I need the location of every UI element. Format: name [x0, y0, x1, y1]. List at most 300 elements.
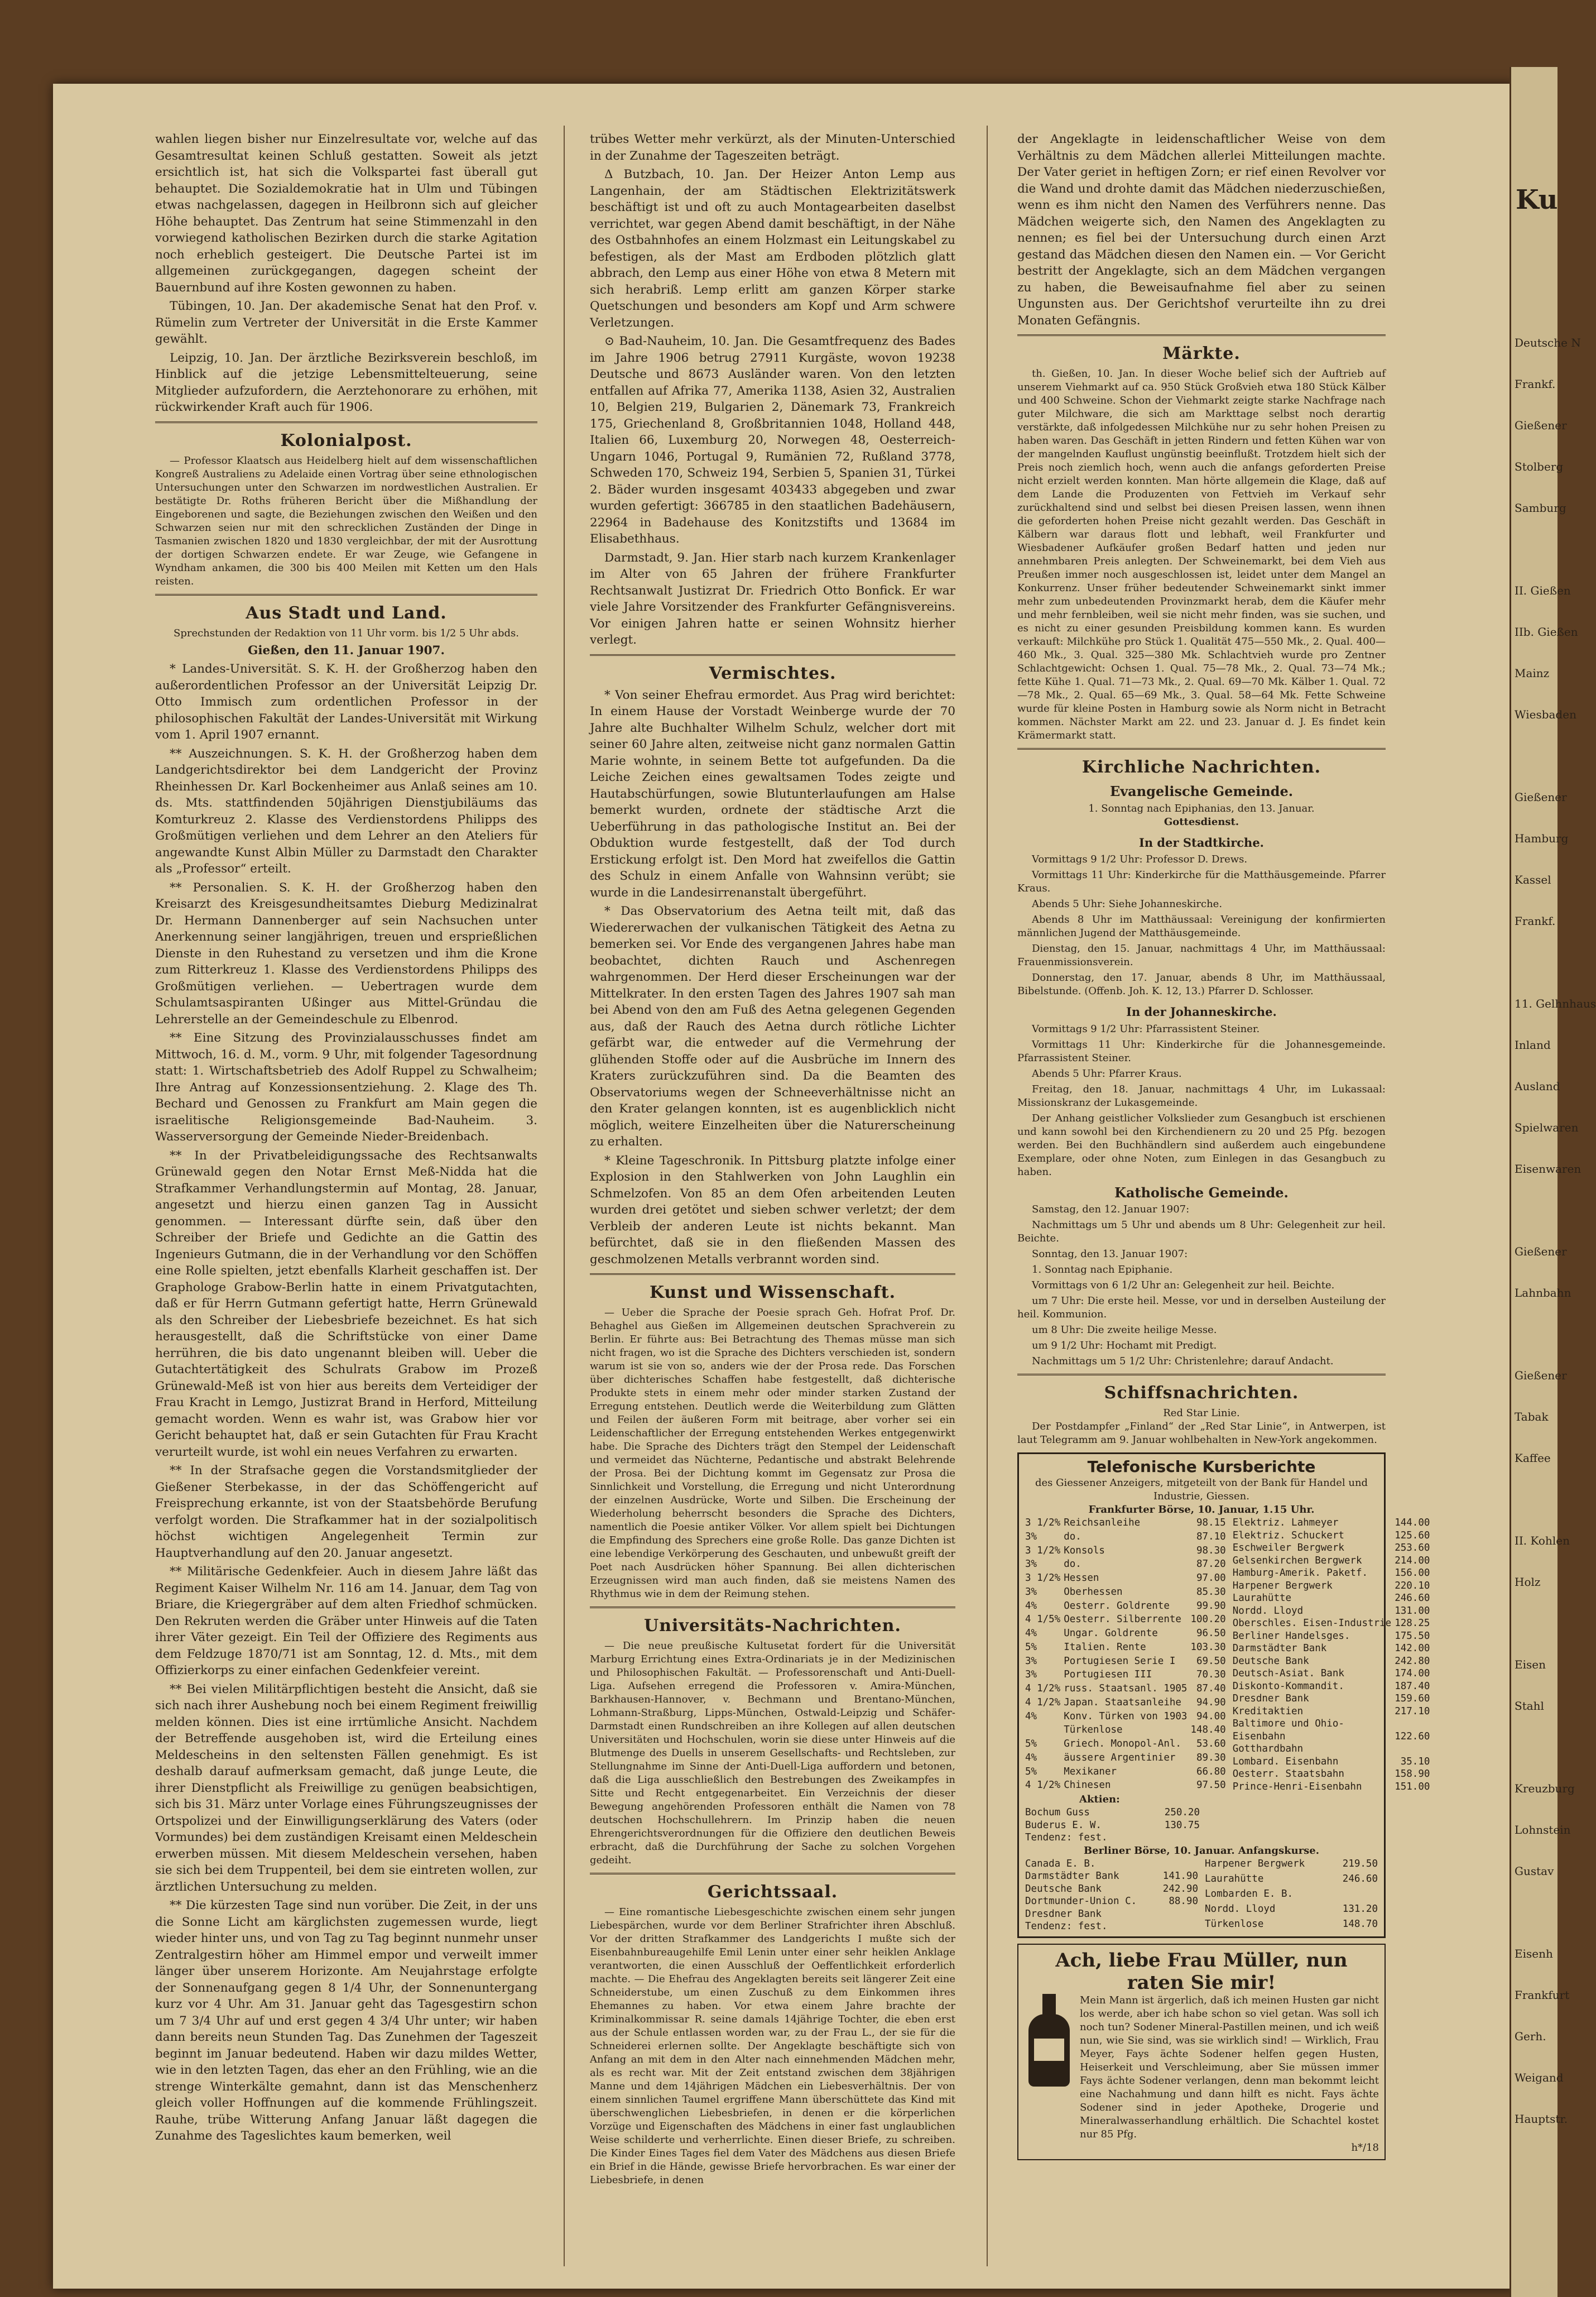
adjacent-page-header: Ku [1516, 184, 1558, 215]
article-text: — Die neue preußische Kultusetat fordert für die Universität Marburg Errichtung eines Extra-Ordinariats je in der Medizinischen und Philosophischen Fakultät. — Professorenschaft und Anti-Duell-Liga. Aufsehen erregend die Professoren v. Amira-München, Barkhausen-Hannover, v. Bechmann und Brentano-München, Lohmann-Straßburg, Lipps-München, Ostwald-Leipzig und Schäfer-Darmstadt einen Rundschreiben an ihre Kollegen auf allen deutschen Universitäten und Hochschulen, worin sie diese unter Hinweis auf die Blutmenge des Duells in unserem Gesellschafts- und Rechtsleben, zur Stellungnahme im Sinne der Anti-Duell-Liga auffordern und betonen, daß die Liga ausschließlich den Bestrebungen des Zweikampfes in Sitte und Recht entgegenarbeitet. Ein Verzeichnis der dieser Bewegung angehörenden Professoren enthält die Namen von 78 deutschen Hochschullehrern. Im Prinzip haben die neuen Ehrengerichtsverordnungen für die Offiziere den deutlichen Beweis erbracht, daß die Durchführung der Sache zu solchen Vorgehen gedeiht. [590, 1640, 955, 1866]
table-cell: Buderus E. W. [1025, 1819, 1102, 1831]
table-cell: Harpener Bergwerk [1232, 1580, 1333, 1591]
table-cell: 175.50 [1395, 1630, 1430, 1642]
office-hours: Sprechstunden der Redaktion von 11 Uhr vorm. bis 1/2 5 Uhr abds. [173, 627, 520, 639]
adjacent-page-fragment: Kassel [1515, 873, 1551, 886]
table-cell: 125.60 [1395, 1529, 1430, 1541]
stock-table [1231, 1517, 1432, 1793]
table-cell: 69.50 [1196, 1655, 1226, 1667]
table-row [1231, 1580, 1432, 1593]
table-row [1023, 1531, 1228, 1545]
table-cell: 98.30 [1196, 1545, 1226, 1556]
table-cell [1156, 1858, 1200, 1871]
table-cell: 3 1/2% [1025, 1572, 1061, 1584]
table-cell: Tendenz: fest. [1025, 1921, 1108, 1932]
table-cell: 87.20 [1196, 1558, 1226, 1570]
table-cell: 142.00 [1395, 1643, 1430, 1654]
frankfurt-heading: Frankfurter Börse, 10. Januar, 1.15 Uhr. [1088, 1504, 1315, 1516]
table-cell: Diskonto-Kommandit. [1232, 1680, 1344, 1692]
section-heading-universitaet: Universitäts-Nachrichten. [644, 1616, 901, 1636]
table-row [1023, 1858, 1200, 1871]
list-item: Sonntag, den 13. Januar 1907: [1032, 1248, 1188, 1260]
table-cell: do. [1064, 1531, 1081, 1542]
section-heading-kirche: Kirchliche Nachrichten. [1081, 757, 1321, 777]
adjacent-page-fragment: Eisenh [1515, 1947, 1553, 1960]
table-cell: 148.70 [1342, 1918, 1378, 1930]
news-item: ** Eine Sitzung des Provinzialausschusses findet am Mittwoch, 16. d. M., vorm. 9 Uhr, mit folgender Tagesordnung statt: 1. Wirtschaftsbetrieb des Adolf Ruppel zu Schwalheim; Ihre Antrag auf Konzessionsentziehung. 2. Klage des Th. Bechard und Genossen zu Frankfurt am Main gegen die israelitische Religionsgemeinde Bad-Nauheim. 3. Wasserversorgung der Gemeinde Nieder-Breidenbach. [155, 1031, 537, 1144]
article-text: Der Postdampfer „Finland“ der „Red Star Linie“, in Antwerpen, ist laut Telegramm am 9. Januar wohlbehalten in New-York angekommen. [1017, 1421, 1386, 1446]
table-row [1231, 1743, 1432, 1756]
table-row [1231, 1705, 1432, 1718]
adjacent-page-fragment: Frankf. [1515, 914, 1556, 928]
table-cell: 4 1/2% [1025, 1683, 1061, 1694]
table-cell: Dresdner Bank [1025, 1908, 1102, 1920]
table-cell: 96.50 [1196, 1628, 1226, 1639]
table-cell: Bochum Guss [1025, 1807, 1090, 1818]
table-cell: Canada E. B. [1025, 1858, 1096, 1869]
table-cell: Oesterr. Goldrente [1064, 1600, 1170, 1612]
table-cell: Konv. Türken von 1903 [1064, 1710, 1188, 1722]
table-row [1231, 1542, 1432, 1555]
table-cell [1331, 1888, 1379, 1903]
table-cell: 97.00 [1196, 1572, 1226, 1584]
table-row [1231, 1605, 1432, 1618]
list-item: Nachmittags um 5 1/2 Uhr: Christenlehre; darauf Andacht. [1032, 1355, 1334, 1367]
table-cell: 253.60 [1395, 1542, 1430, 1553]
table-cell: 4 1/2% [1025, 1780, 1061, 1791]
table-row [1231, 1555, 1432, 1567]
table-cell: Laurahütte [1205, 1873, 1264, 1884]
list-item: Dienstag, den 15. Januar, nachmittags 4 Uhr, im Matthäussaal: Frauenmissionsverein. [1017, 943, 1386, 968]
katholisch-list [1017, 1203, 1386, 1368]
table-cell: 128.25 [1395, 1618, 1430, 1629]
adjacent-page-fragment: Samburg [1515, 501, 1566, 515]
adjacent-page-fragment: Inland [1515, 1038, 1551, 1052]
shipping-line: Red Star Linie. [1163, 1407, 1240, 1419]
table-row [1023, 1819, 1201, 1832]
adjacent-page-fragment: Lahnbahn [1515, 1286, 1571, 1299]
ad-code: h*/18 [1351, 2141, 1379, 2154]
adjacent-page-fragment: II. Gießen [1515, 584, 1571, 597]
advertisement [1017, 1944, 1386, 2160]
article-text: — Eine romantische Liebesgeschichte zwischen einem sehr jungen Liebespärchen, wurde vor dem Berliner Strafrichter ihren Abschluß. Vor der dritten Strafkammer des Landgerichts I mußte sich der Eisenbahnbureaugehilfe Emil Lenin unter einer sehr heiklen Anklage verantworten, die einen Ausschluß der Oeffentlichkeit erforderlich machte. — Die Ehefrau des Angeklagten bereits seit längerer Zeit eine Schneiderstube, um einen Zuschuß zu dem Einkommen ihres Ehemannes zu haben. Vor etwa einem Jahre brachte der Kriminalkommissar R. seine damals 14jährige Tochter, die eben erst aus der Schule entlassen worden war, zu der Frau L., der sie für die Schneiderei erlernen sollte. Der Angeklagte beschäftigte sich von Anfang an mit dem in den Alter nach einnehmenden Mädchen mehr, als es recht war. Mit der Zeit entstand zwischen dem 38jährigen Manne und dem 14jährigen Mädchen ein Liebesverhältnis. Der von einem sinnlichen Taumel ergriffene Mann überschüttete das Kind mit überschwenglichen Liebesbriefen, in denen er die körperlichen Vorzüge und Eigenschaften des Mädchens in einer fast unglaublichen Weise schilderte und verherrlichte. Einen dieser Briefe, zu schreiben. Die Kinder Eines Tages fiel dem Vater des Mädchens aus diesen Briefe ein Brief in die Hände, gewisse Briefe hervorbrachen. Es war einer der Liebesbriefe, in denen [590, 1906, 955, 2186]
adjacent-page-fragment: Eisenwaren [1515, 1162, 1581, 1176]
list-item: Abends 8 Uhr im Matthäussaal: Vereinigung der konfirmierten männlichen Jugend der Matthäusgemeinde. [1017, 914, 1386, 939]
list-item: Vormittags von 6 1/2 Uhr an: Gelegenheit zur heil. Beichte. [1032, 1279, 1335, 1291]
table-row [1023, 1696, 1228, 1710]
church-date: 1. Sonntag nach Epiphanias, den 13. Januar. [1088, 802, 1315, 814]
adjacent-page-fragment: Hauptstr. [1515, 2112, 1568, 2126]
table-row [1231, 1592, 1432, 1605]
table-cell: Deutsche Bank [1232, 1655, 1309, 1667]
section-divider [590, 1607, 955, 1608]
table-cell: 3% [1025, 1531, 1037, 1542]
table-cell: 4 1/2% [1025, 1696, 1061, 1708]
table-row [1231, 1730, 1432, 1743]
table-cell: Deutsche Bank [1025, 1883, 1102, 1895]
table-cell: 4% [1025, 1600, 1037, 1612]
church-service-label: Gottesdienst. [1164, 816, 1239, 828]
table-cell: Oesterr. Silberrente [1064, 1614, 1181, 1625]
section-divider [1017, 748, 1386, 750]
list-item: Abends 5 Uhr: Siehe Johanneskirche. [1032, 898, 1223, 910]
table-cell [1023, 1724, 1062, 1738]
table-cell: russ. Staatsanl. 1905 [1064, 1683, 1188, 1694]
table-cell: 97.50 [1196, 1780, 1226, 1791]
section-heading-kolonialpost: Kolonialpost. [280, 430, 412, 450]
table-row [1023, 1752, 1228, 1766]
adjacent-page-fragment: Ausland [1515, 1080, 1560, 1093]
table-cell: Konsols [1064, 1545, 1105, 1556]
table-row [1023, 1545, 1228, 1558]
table-cell: 250.20 [1164, 1807, 1200, 1818]
table-cell: 94.90 [1196, 1696, 1226, 1708]
adjacent-page-fragment: Gießener [1515, 1245, 1567, 1258]
table-cell: 174.00 [1395, 1668, 1430, 1679]
table-row [1023, 1586, 1228, 1600]
table-row [1023, 1668, 1228, 1682]
berlin-left-table [1023, 1858, 1200, 1933]
section-divider [590, 654, 955, 656]
table-row [1023, 1766, 1228, 1780]
list-item: Freitag, den 18. Januar, nachmittags 4 Uhr, im Lukassaal: Missionskranz der Lukasgemeinde. [1017, 1083, 1386, 1109]
news-item: * Kleine Tageschronik. In Pittsburg platzte infolge einer Explosion in den Stahlwerken von John Laughlin ein Schmelzofen. Von 85 an dem Ofen arbeitenden Leuten wurden drei getötet und sieben schwer verletzt; der dem Verbleib der anderen Leute ist nichts bekannt. Man befürchtet, daß sie in den fließenden Massen des geschmolzenen Metalls verbrannt worden sind. [590, 1153, 955, 1267]
adjacent-page-fragment: Tabak [1515, 1410, 1549, 1423]
table-row [1231, 1517, 1432, 1529]
table-cell: Eschweiler Bergwerk [1232, 1542, 1344, 1553]
table-row [1023, 1908, 1200, 1921]
table-cell: 246.60 [1395, 1593, 1430, 1604]
adjacent-page-fragment: Deutsche N [1515, 336, 1581, 349]
adjacent-page-fragment: Weigand [1515, 2071, 1564, 2084]
section-divider [155, 421, 537, 423]
table-cell: 131.00 [1395, 1605, 1430, 1617]
subheading-johanneskirche: In der Johanneskirche. [1126, 1005, 1277, 1019]
table-cell: 3% [1025, 1586, 1037, 1598]
table-row [1231, 1630, 1432, 1643]
adjacent-page-fragment: II. Kohlen [1515, 1534, 1570, 1547]
table-cell: Tendenz: fest. [1025, 1832, 1108, 1843]
table-cell: Kreditaktien [1232, 1705, 1304, 1717]
table-cell: 100.20 [1190, 1614, 1226, 1625]
list-item: um 9 1/2 Uhr: Hochamt mit Predigt. [1032, 1340, 1217, 1351]
table-row [1231, 1781, 1432, 1794]
news-item: ** In der Privatbeleidigungssache des Rechtsanwalts Grünewald gegen den Notar Ernst Meß-Nidda hat die Strafkammer Verhandlungstermin auf Montag, 28. Januar, angesetzt und hierzu einen ganzen Tag in Aussicht genommen. — Interessant dürfte sein, daß über den Schreiber der Briefe und Gedichte an die Gattin des Ingenieurs Gutmann, die in der Verhandlung vor den Schöffen eine Rolle spielten, jetzt ebenfalls Klarheit geschaffen ist. Der Graphologe Grabow-Berlin hatte in einem Privatgutachten, daß er für Herrn Gutmann gefertigt hatte, Herrn Grünewald als den Schreiber der Liebesbriefe bezeichnet. Es hat sich herausgestellt, daß die Schriftstücke von einer Dame herrühren, die bis dato ungenannt bleiben will. Ueber die Gutachtertätigkeit des Schulrats Grabow im Prozeß Grünewald-Meß ist von hier aus bereits dem Verteidiger der Frau Kracht in Lemgo, Justizrat Brand in Herford, Mitteilung gemacht worden. Wenn es wahr ist, was Grabow hier vor Gericht behauptet hat, daß er sein Gutachten für Frau Kracht verurteilt wurde, ist wohl ein neues Verfahren zu erwarten. [155, 1148, 537, 1459]
newspaper-page [53, 84, 1515, 2289]
table-row [1231, 1667, 1432, 1680]
list-item: Vormittags 9 1/2 Uhr: Pfarrassistent Steiner. [1032, 1023, 1260, 1035]
news-item: ** Die kürzesten Tage sind nun vorüber. Die Zeit, in der uns die Sonne Licht am kärglichsten zugemessen wurde, liegt wieder hinter uns, und von Tag zu Tag beginnt nunmehr unser Zentralgestirn höher am Himmel empor und verweilt immer länger über unserem Horizonte. Am Neujahrstage erfolgte der Sonnenaufgang gegen 8 1/4 Uhr, der Sonnenuntergang kurz vor 4 Uhr. Am 31. Januar geht das Tagesgestirn schon um 7 3/4 Uhr auf und erst gegen 4 3/4 Uhr unter; wir haben dann bereits neun Stunden Tag. Das Zunehmen der Tageszeit beginnt im Januar bedeutend. Haben wir dazu mildes Wetter, wie in den letzten Tagen, das eher an den Frühling, wie an die strenge Winterkälte gemahnt, dann ist das Menschenherz gleich voller Hoffnungen auf die kommende Frühlingszeit. Rauhe, trübe Witterung Anfang Januar läßt dagegen die Zunahme des Tageslichtes kaum bemerken, weil [155, 1898, 537, 2143]
table-cell: 5% [1025, 1766, 1037, 1777]
table-cell: 5% [1025, 1738, 1037, 1749]
article-text: ⊙ Bad-Nauheim, 10. Jan. Die Gesamtfrequenz des Bades im Jahre 1906 betrug 27911 Kurgäste, wovon 19238 Deutsche und 8673 Ausländer waren. Von den letzten entfallen auf Afrika 77, Amerika 1138, Asien 32, Australien 10, Belgien 219, Bulgarien 2, Dänemark 73, Frankreich 175, Griechenland 8, Großbritannien 1048, Holland 448, Italien 66, Luxemburg 20, Norwegen 48, Oesterreich-Ungarn 1046, Portugal 9, Rumänien 72, Rußland 3778, Schweden 170, Schweiz 194, Serbien 5, Spanien 31, Türkei 2. Bäder wurden insgesamt 403433 abgegeben und zwar wurden gefertigt: 366785 in den staatlichen Badehäusern, 22964 in Badehause des Konitzstifts und 13684 im Elisabethhaus. [590, 334, 955, 546]
aktien-heading: Aktien: [1079, 1794, 1120, 1805]
table-cell: 220.10 [1395, 1580, 1430, 1591]
table-cell: 85.30 [1196, 1586, 1226, 1598]
article-text: wahlen liegen bisher nur Einzelresultate vor, welche auf das Gesamtresultat keinen Schluß gestatten. Soweit als jetzt ersichtlich ist, hat sich die Volkspartei fast überall gut behauptet. Die Sozialdemokratie hat in Ulm und Tübingen etwas nachgelassen, dagegen in Heilbronn sich auf gleicher Höhe behauptet. Das Zentrum hat seine Stimmenzahl in den vorwiegend katholischen Bezirken durch die starke Agitation noch erheblich gesteigert. Die Deutsche Partei ist im allgemeinen zurückgegangen, dagegen scheint der Bauernbund auf ihre Kosten gewonnen zu haben. [155, 132, 537, 295]
table-cell: Gotthardbahn [1232, 1743, 1304, 1754]
table-cell: Nordd. Lloyd [1232, 1605, 1304, 1617]
table-row [1023, 1517, 1228, 1531]
table-row [1231, 1692, 1432, 1705]
table-row [1231, 1655, 1432, 1668]
list-item: Der Anhang geistlicher Volkslieder zum Gesangbuch ist erschienen und kann sowohl bei den Kirchendienern zu 20 und 25 Pfg. bezogen werden. Bei den Buchhändlern sind außerdem auch eingebundene Exemplare, oder ohne Noten, zum Einlegen in das Gesangbuch zu haben. [1017, 1112, 1386, 1178]
table-cell: Türkenlose [1205, 1918, 1264, 1930]
table-row [1023, 1895, 1200, 1908]
adjacent-page-fragment: Gießener [1515, 790, 1567, 804]
table-cell: Oesterr. Staatsbahn [1232, 1768, 1344, 1780]
adjacent-page-fragment: Kreuzburg [1515, 1782, 1575, 1795]
list-item: Samstag, den 12. Januar 1907: [1032, 1203, 1190, 1215]
table-row [1231, 1642, 1432, 1655]
table-cell [1393, 1718, 1431, 1730]
table-cell: 103.30 [1190, 1641, 1226, 1653]
column-1 [155, 131, 537, 2266]
section-divider [1017, 334, 1386, 336]
table-cell: Dresdner Bank [1232, 1693, 1309, 1704]
table-cell: Nordd. Lloyd [1205, 1903, 1276, 1915]
table-cell: Elektriz. Lahmeyer [1232, 1517, 1339, 1528]
table-cell: Prince-Henri-Eisenbahn [1232, 1781, 1362, 1792]
section-divider [1017, 1374, 1386, 1375]
table-cell: 94.00 [1196, 1710, 1226, 1722]
news-item: ** Bei vielen Militärpflichtigen besteht die Ansicht, daß sie sich nach ihrer Aushebung noch bei einem Regiment freiwillig melden können. Dies ist eine irrtümliche Ansicht. Nachdem der Betreffende ausgehoben ist, wird die Erteilung eines Meldescheins in den seltensten Fällen genehmigt. Es ist deshalb darauf aufmerksam gemacht, daß junge Leute, die ihrer Dienstpflicht als Freiwillige zu genügen beabsichtigen, sich bis 31. März unter Vorlage eines Führungszeugnisses der Ortspolizei und der Einwilligungserklärung des Vaters (oder Vormundes) bei dem zuständigen Kreisamt einen Meldeschein erwerben müssen. Mit diesem Meldeschein versehen, haben sie sich bei dem Truppenteil, bei dem sie eintreten wollen, zur ärztlichen Untersuchung zu melden. [155, 1682, 537, 1894]
section-heading-gerichtssaal: Gerichtssaal. [707, 1882, 838, 1902]
adjacent-page-fragment: Wiesbaden [1515, 708, 1576, 721]
table-row [1023, 1655, 1228, 1669]
adjacent-page-edge [1510, 67, 1596, 2297]
table-cell: Ungar. Goldrente [1064, 1628, 1158, 1639]
table-cell: Portugiesen III [1064, 1669, 1152, 1681]
bottle-icon [1024, 1994, 1074, 2089]
article-text: Tübingen, 10. Jan. Der akademische Senat hat den Prof. v. Rümelin zum Vertreter der Universität in die Erste Kammer gewählt. [155, 299, 537, 346]
article-text: Darmstadt, 9. Jan. Hier starb nach kurzem Krankenlager im Alter von 65 Jahren der frühere Frankfurter Rechtsanwalt Justizrat Dr. Friedrich Otto Bonfick. Er war viele Jahre Vorsitzender des Frankfurter Gefängnisvereins. Vor einigen Jahren hatte er seinen Wohnsitz hierher verlegt. [590, 550, 955, 647]
table-row [1023, 1806, 1201, 1819]
table-cell: 214.00 [1395, 1555, 1430, 1566]
section-heading-kunst: Kunst und Wissenschaft. [649, 1283, 896, 1302]
subheading-evangelisch: Evangelische Gemeinde. [1109, 783, 1294, 799]
table-cell: 242.80 [1395, 1655, 1430, 1667]
subheading-katholisch: Katholische Gemeinde. [1114, 1184, 1289, 1201]
subheading-stadtkirche: In der Stadtkirche. [1139, 835, 1264, 850]
list-item: um 8 Uhr: Die zweite heilige Messe. [1032, 1324, 1217, 1336]
news-item: * Das Observatorium des Aetna teilt mit, daß das Wiedererwachen der vulkanischen Tätigkeit des Aetna zu bemerken sei. Vor Ende des vergangenen Jahres habe man beobachtet, dichten Rauch und Aschenregen wahrgenommen. Der Herd dieser Erscheinungen war der Mittelkrater. In den ersten Tagen des Jahres 1907 sah man bei Abend von den am Fuß des Aetna gelegenen Gegenden aus, daß der Rauch des Aetna durch rötliche Lichter gefärbt war, die entweder auf die Vermehrung der glühenden Stoffe oder auf die Ausbrüche im Innern des Kraters zurückzuführen sind. Da die Beamten des Observatoriums wegen der Schneeverhältnisse nicht an den Krater gelangen konnten, ist es augenblicklich nicht möglich, weitere Einzelheiten über die Naturerscheinung zu erhalten. [590, 904, 955, 1149]
news-item: * Landes-Universität. S. K. H. der Großherzog haben den außerordentlichen Professor an der Universität Leipzig Dr. Otto Immisch zum ordentlichen Professor in der philosophischen Fakultät der Landes-Universität mit Wirkung vom 1. April 1907 ernannt. [155, 662, 537, 742]
table-cell: 159.60 [1395, 1693, 1430, 1704]
table-cell: Baltimore und Ohio- [1232, 1718, 1344, 1729]
adjacent-page-fragment: Gerh. [1515, 2030, 1546, 2043]
table-row [1023, 1558, 1228, 1572]
ad-headline: Ach, liebe Frau Müller, nun raten Sie mir! [1055, 1949, 1348, 1994]
section-heading-vermischtes: Vermischtes. [709, 663, 837, 683]
news-item: * Von seiner Ehefrau ermordet. Aus Prag wird berichtet: In einem Hause der Vorstadt Weinberge wurde der 70 Jahre alte Buchhalter Wilhelm Schulz, welcher dort mit seiner 60 Jahre alten, zeitweise nicht ganz normalen Gattin Marie wohnte, in seinem Bette tot aufgefunden. Da die Leiche Zeichen eines gewaltsamen Todes zeigte und Hautabschürfungen, sowie Blutunterlaufungen am Halse bemerkt wurden, ordnete der städtische Arzt die Ueberführung in das pathologische Institut an. Bei der Obduktion wurde festgestellt, daß der Tod durch Erstickung erfolgt ist. Den Mord hat zweifellos die Gattin des Schulz in einem Anfalle von Wahnsinn verübt; sie wurde in die Landesirrenanstalt übergeführt. [590, 688, 955, 900]
article-text: — Professor Klaatsch aus Heidelberg hielt auf dem wissenschaftlichen Kongreß Australiens zu Adelaide einen Vortrag über seine ethnologischen Untersuchungen unter den Schwarzen im nordwestlichen Australien. Er bestätigte Dr. Roths früheren Bericht über die Mißhandlung der Eingeborenen und sagte, die Beziehungen zwischen den Weißen und den Schwarzen seien nur mit den schrecklichen Zuständen der Dinge in Tasmanien zwischen 1820 und 1830 vergleichbar, der mit der Ausrottung der dortigen Schwarzen endete. Er war Zeuge, wie Gefangene in Wyndham ankamen, die 300 bis 400 Meilen mit Ketten um den Hals reisten. [155, 454, 537, 587]
article-text: — Ueber die Sprache der Poesie sprach Geh. Hofrat Prof. Dr. Behaghel aus Gießen im Allgemeinen deutschen Sprachverein zu Berlin. Er führte aus: Bei Betrachtung des Themas müsse man sich nicht fragen, wo ist die Sprache des Dichters verschieden ist, sondern warum ist sie von so, anders wie der der Prosa rede. Das Forschen über dichterisches Schaffen habe festgestellt, daß dichterische Produkte stets in einem mehr oder minder starken Zustand der Erregung entstehen. Deutlich werde die Weiterbildung zum Glätten und Feilen der äußeren Form mit beitrage, aber vorher sei ein Leidenschaftlicher der Erregung entstehenden Werkes entgegenwirkt habe. Die Sprache des Dichters trägt den Stempel der Leidenschaft und vermeidet das Nüchterne, Pedantische und abstrakt Belehrende der Prosa. Bei der Dichtung kommt im Gegensatz zur Prosa die Sinnlichkeit und Vorstellung, die Erregung und nicht Unterordnung der einzelnen Ausdrücke, Worte und Silben. Die Erscheinung der Wiederholung beherrscht besonders die Sprache des Dichters, namentlich die Poesie antiker Völker. Vor allem spielt bei Dichtungen die Empfindung des Sprechers eine große Rolle. Das ganze Dichten ist eine lebendige Verkörperung des Geschauten, und unbewußt greift der Poet nach Ausdrücken höher Spannung. Bei allen dichterischen Erzeugnissen wird man auch finden, daß sie meistens Namen des Rhythmus wie in dem der Reimung stehen. [590, 1307, 955, 1600]
article-text: Δ Butzbach, 10. Jan. Der Heizer Anton Lemp aus Langenhain, der am Städtischen Elektrizitätswerk beschäftigt ist und oft zu auch Montagearbeiten daselbst verrichtet, war gegen Abend damit beschäftigt, in der Nähe des Ostbahnhofes an einem Holzmast ein Leitungskabel zu befestigen, als der Mast am Erdboden plötzlich glatt abbrach, den Lemp aus einer Höhe von etwa 8 Metern mit sich herabriß. Lemp erlitt am ganzen Körper starke Quetschungen und besonders am Kopf und Arm schwere Verletzungen. [590, 167, 955, 330]
adjacent-page-fragment: Stolberg [1515, 460, 1564, 473]
table-cell: 87.10 [1196, 1531, 1226, 1542]
table-cell: 3 1/2% [1025, 1545, 1061, 1556]
table-row [1023, 1831, 1201, 1844]
table-cell: 4% [1025, 1752, 1037, 1763]
table-cell: Lombard. Eisenbahn [1232, 1756, 1339, 1767]
adjacent-page-fragment: Stahl [1515, 1699, 1544, 1713]
table-cell: 141.90 [1162, 1871, 1198, 1882]
bond-table [1023, 1517, 1228, 1793]
adjacent-page-fragment: Gießener [1515, 1369, 1567, 1382]
table-row [1231, 1617, 1432, 1630]
news-item: ** Personalien. S. K. H. der Großherzog haben den Kreisarzt des Kreisgesundheitsamtes Dieburg Medizinalrat Dr. Hermann Dannenberger auf sein Nachsuchen unter Anerkennung seiner langjährigen, treuen und ersprießlichen Dienste in den Ruhestand zu versetzen und ihm die Krone zum Ritterkreuz 1. Klasse des Verdienstordens Philipps des Großmütigen verliehen. — Uebertragen wurde dem Schulamtsaspiranten Ußinger aus Mittel-Gründau die Lehrerstelle an der Gemeindeschule zu Elbenrod. [155, 880, 537, 1027]
table-cell: 158.90 [1395, 1768, 1430, 1780]
list-item: Nachmittags um 5 Uhr und abends um 8 Uhr: Gelegenheit zur heil. Beichte. [1017, 1219, 1386, 1244]
table-cell: 122.60 [1395, 1730, 1430, 1742]
dateline: Gießen, den 11. Januar 1907. [248, 643, 445, 658]
section-heading-schiff: Schiffsnachrichten. [1104, 1383, 1299, 1403]
table-cell: 87.40 [1196, 1683, 1226, 1694]
adjacent-page-fragment: IIb. Gießen [1515, 625, 1578, 639]
table-cell: 187.40 [1395, 1680, 1430, 1692]
table-cell: Chinesen [1064, 1780, 1111, 1791]
table-cell: Reichsanleihe [1064, 1517, 1141, 1528]
table-cell: 99.90 [1196, 1600, 1226, 1612]
table-cell: Türkenlose [1064, 1724, 1123, 1736]
table-cell: Darmstädter Bank [1232, 1643, 1327, 1654]
table-cell: 4 1/5% [1025, 1614, 1061, 1625]
table-cell: 131.20 [1342, 1903, 1378, 1915]
table-cell: Laurahütte [1232, 1593, 1292, 1604]
table-row [1203, 1888, 1379, 1903]
table-cell: Oberschles. Eisen-Industrie [1232, 1618, 1392, 1629]
table-cell: Mexikaner [1064, 1766, 1117, 1777]
ad-text: Mein Mann ist ärgerlich, daß ich meinen Husten gar nicht los werde, aber ich habe schon so viel getan. Was soll ich noch tun? Sodener Mineral-Pastillen meinen, und ich weiß nun, wie Sie sind, was sie wirklich sind! — Wirklich, Frau Meyer, Fays ächte Sodener helfen gegen Husten, Heiserkeit und Verschleimung, aber Sie müssen immer Fays ächte Sodener verlangen, denn man bekommt leicht eine Nachahmung und dann hilft es nicht. Fays ächte Sodener sind in jeder Apotheke, Drogerie und Mineralwasserhandlung erhältlich. Die Schachtel kostet nur 85 Pfg. [1080, 1994, 1379, 2140]
table-cell: 151.00 [1395, 1781, 1430, 1792]
section-divider [155, 594, 537, 596]
article-text: trübes Wetter mehr verkürzt, als der Minuten-Unterschied in der Zunahme der Tageszeiten beträgt. [590, 132, 955, 163]
table-cell: 156.00 [1395, 1567, 1430, 1579]
section-divider [590, 1873, 955, 1874]
adjacent-page-fragment: Eisen [1515, 1658, 1546, 1671]
article-text: Leipzig, 10. Jan. Der ärztliche Bezirksverein beschloß, im Hinblick auf die jetzige Lebensmittelteuerung, seine Mitglieder aufzufordern, die Aerztehonorare zu erhöhen, mit rückwirkender Kraft auch für 1906. [155, 351, 537, 414]
table-cell: 3% [1025, 1669, 1037, 1681]
table-row [1023, 1682, 1228, 1696]
table-cell: Dortmunder-Union C. [1025, 1896, 1137, 1907]
table-row [1203, 1918, 1379, 1933]
table-row [1023, 1572, 1228, 1586]
aktien-table [1023, 1806, 1201, 1844]
table-cell: äussere Argentinier [1064, 1752, 1176, 1763]
table-row [1231, 1768, 1432, 1781]
table-row [1023, 1724, 1228, 1738]
news-item: ** Militärische Gedenkfeier. Auch in diesem Jahre läßt das Regiment Kaiser Wilhelm Nr. 116 am 14. Januar, dem Tag von Briare, die Kriegergräber auf dem alten Friedhof schmücken. Den Rekruten werden die Gräber unter Hinweis auf die Taten ihrer Väter gezeigt. Ein Teil der Offiziere des Regiments aus dem Feldzuge 1870/71 ist am Sonntag, 12. d. Mts., mit dem Offizierkorps zu einer einfachen Gedenkfeier vereint. [155, 1565, 537, 1677]
column-3 [1017, 131, 1430, 2266]
section-heading-stadt-und-land: Aus Stadt und Land. [246, 603, 447, 623]
berlin-heading: Berliner Börse, 10. Januar. Anfangskurse. [1083, 1844, 1320, 1857]
table-cell: 144.00 [1395, 1517, 1430, 1528]
table-cell [1146, 1831, 1201, 1844]
table-cell: Griech. Monopol-Anl. [1064, 1738, 1181, 1749]
stock-report-title: Telefonische Kursberichte [1087, 1457, 1316, 1476]
news-item: ** Auszeichnungen. S. K. H. der Großherzog haben dem Landgerichtsdirektor bei dem Landgericht der Provinz Rheinhessen Dr. Karl Bockenheimer aus Anlaß seines am 10. ds. Mts. stattfindenden 50jährigen Dienstjubiläums das Komturkreuz 2. Klasse des Verdienstordens Philipps des Großmütigen verliehen und dem Lehrer an den Ateliers für angewandte Kunst Albin Müller zu Darmstadt den Charakter als „Professor“ erteilt. [155, 746, 537, 876]
table-cell: Lombarden E. B. [1205, 1888, 1294, 1900]
table-row [1023, 1883, 1200, 1896]
adjacent-page-fragment: Gustav [1515, 1864, 1554, 1878]
table-row [1023, 1920, 1200, 1933]
table-row [1023, 1870, 1200, 1883]
table-cell: Harpener Bergwerk [1205, 1858, 1305, 1869]
table-row [1231, 1567, 1432, 1580]
list-item: Abends 5 Uhr: Pfarrer Kraus. [1032, 1067, 1182, 1080]
section-divider [590, 1273, 955, 1275]
section-heading-maerkte: Märkte. [1162, 344, 1241, 363]
table-cell: 242.90 [1162, 1883, 1198, 1895]
adjacent-page-fragment: Spielwaren [1515, 1121, 1579, 1134]
table-row [1231, 1529, 1432, 1542]
table-row [1203, 1903, 1379, 1918]
table-cell: 88.90 [1169, 1896, 1198, 1907]
table-cell: Japan. Staatsanleihe [1064, 1696, 1181, 1708]
table-cell: 53.60 [1196, 1738, 1226, 1749]
article-text: th. Gießen, 10. Jan. In dieser Woche belief sich der Auftrieb auf unserem Viehmarkt auf ca. 950 Stück Großvieh etwa 180 Stück Kälber und 400 Schweine. Schon der Viehmarkt zeigte starke Nachfrage nach guter Milchware, die sich am Markttage selbst noch derartig verstärkte, daß infolgedessen Milchkühe nur zu sehr hohen Preisen zu haben waren. Das Geschäft in jetten Rindern und fetten Kühen war von der mangelnden Kauflust ungünstig beeinflußt. Trotzdem hielt sich der Preis noch ziemlich hoch, wenn auch die anfangs geforderten Preise nicht erzielt werden konnten. Man hörte allgemein die Klage, daß auf dem Lande die Produzenten von Fettvieh im Verkauf sehr zurückhaltend sind und selbst bei diesen Preisen lassen, wenn ihnen die geforderten hohen Preise nicht gezahlt werden. Das Geschäft in Kälbern war daraus flott und lebhaft, weil Frankfurter und Wiesbadener Aufkäufer großen Bedarf hatten und jeden nur annehmbaren Preis anlegten. Der Schweinemarkt, bei dem Vieh aus Preußen immer noch ausgeschlossen ist, leidet unter dem Mangel an Konkurrenz. Unser früher bedeutender Schweinemarkt sinkt immer mehr zum unbedeutenden Provinzmarkt herab, dem die Käufer mehr und mehr fernbleiben, weil sie nicht mehr finden, was sie suchen, und es nicht zu einer gesunden Preisbildung kommen kann. Es wurden verkauft: Milchkühe pro Stück 1. Qualität 475—550 Mk., 2. Qual. 400—460 Mk., 3. Qual. 325—380 Mk. Schlachtvieh wurde pro Zentner Schlachtgewicht: Ochsen 1. Qual. 75—78 Mk., 2. Qual. 73—74 Mk.; fette Kühe 1. Qual. 71—73 Mk., 2. Qual. 69—70 Mk. Kälber 1. Qual. 72—78 Mk., 2. Qual. 65—69 Mk., 3. Qual. 58—64 Mk. Fette Schweine wurde für kleine Posten in Hamburg sowie als Norm nicht in Betracht kommen. Nächster Markt am 22. und 23. Januar d. J. Es findet kein Krämermarkt statt. [1017, 368, 1386, 741]
table-cell: do. [1064, 1558, 1081, 1570]
table-cell: 3% [1025, 1655, 1037, 1667]
list-item: 1. Sonntag nach Epiphanie. [1032, 1264, 1173, 1275]
table-cell: 3 1/2% [1025, 1517, 1061, 1528]
column-rule [564, 126, 565, 2266]
table-cell: Deutsch-Asiat. Bank [1232, 1668, 1344, 1679]
table-cell: Hamburg-Amerik. Paketf. [1232, 1567, 1368, 1579]
table-row [1203, 1858, 1379, 1873]
table-cell: Berliner Handelsges. [1232, 1630, 1350, 1642]
table-row [1023, 1600, 1228, 1614]
table-cell [1156, 1920, 1200, 1933]
table-cell: 130.75 [1164, 1819, 1200, 1831]
table-cell: 148.40 [1190, 1724, 1226, 1736]
adjacent-page-fragment: 11. Gelhnhaus [1515, 997, 1596, 1010]
table-row [1023, 1710, 1228, 1724]
adjacent-page-fragment: Lohnstein [1515, 1823, 1571, 1836]
table-row [1231, 1756, 1432, 1768]
stock-report-subtitle: des Giessener Anzeigers, mitgeteilt von der Bank für Handel und Industrie, Giessen. [1035, 1477, 1368, 1502]
list-item: Donnerstag, den 17. Januar, abends 8 Uhr, im Matthäussaal, Bibelstunde. (Offenb. Joh. K. 12, 13.) Pfarrer D. Schlosser. [1017, 972, 1386, 997]
table-cell: Oberhessen [1064, 1586, 1123, 1598]
johanneskirche-list [1017, 1023, 1386, 1179]
table-cell: 4% [1025, 1628, 1037, 1639]
adjacent-page-fragment: Frankf. [1515, 377, 1556, 391]
table-cell: 98.15 [1196, 1517, 1226, 1528]
table-cell: 3% [1025, 1558, 1037, 1570]
table-cell: Gelsenkirchen Bergwerk [1232, 1555, 1362, 1566]
table-cell [1156, 1908, 1200, 1921]
list-item: um 7 Uhr: Die erste heil. Messe, vor und in derselben Austeilung der heil. Kommunion. [1017, 1295, 1386, 1320]
article-text: der Angeklagte in leidenschaftlicher Weise von dem Verhältnis zu dem Mädchen allerlei Mitteilungen machte. Der Vater geriet in heftigen Zorn; er rief einen Revolver vor die Wand und drohte damit das Mädchen niederzuschießen, wenn es ihm nicht den Namen des Verführers nenne. Das Mädchen weigerte sich, den Namen des Angeklagten zu nennen; es fiel bei der Untersuchung durch einen Arzt gestand das Mädchen diesen den Namen ein. — Vor Gericht bestritt der Angeklagte, sich an dem Mädchen vergangen zu haben, die Beweisaufnahme fiel aber zu seinen Ungunsten aus. Der Gerichtshof verurteilte ihn zu drei Monaten Gefängnis. [1017, 132, 1386, 328]
table-cell: 70.30 [1196, 1669, 1226, 1681]
table-cell: Eisenbahn [1232, 1730, 1286, 1742]
table-cell: 246.60 [1342, 1873, 1378, 1884]
table-row [1023, 1738, 1228, 1752]
adjacent-page-fragment: Kaffee [1515, 1451, 1551, 1465]
table-row [1231, 1680, 1432, 1693]
table-cell: 89.30 [1196, 1752, 1226, 1763]
table-cell: Darmstädter Bank [1025, 1871, 1119, 1882]
table-row [1203, 1873, 1379, 1888]
table-row [1023, 1613, 1228, 1627]
stadtkirche-list [1017, 853, 1386, 998]
table-cell: 35.10 [1400, 1756, 1430, 1767]
table-cell: 219.50 [1342, 1858, 1378, 1869]
table-row [1231, 1718, 1432, 1730]
adjacent-page-fragment: Mainz [1515, 666, 1550, 680]
table-cell: Portugiesen Serie I [1064, 1655, 1176, 1667]
